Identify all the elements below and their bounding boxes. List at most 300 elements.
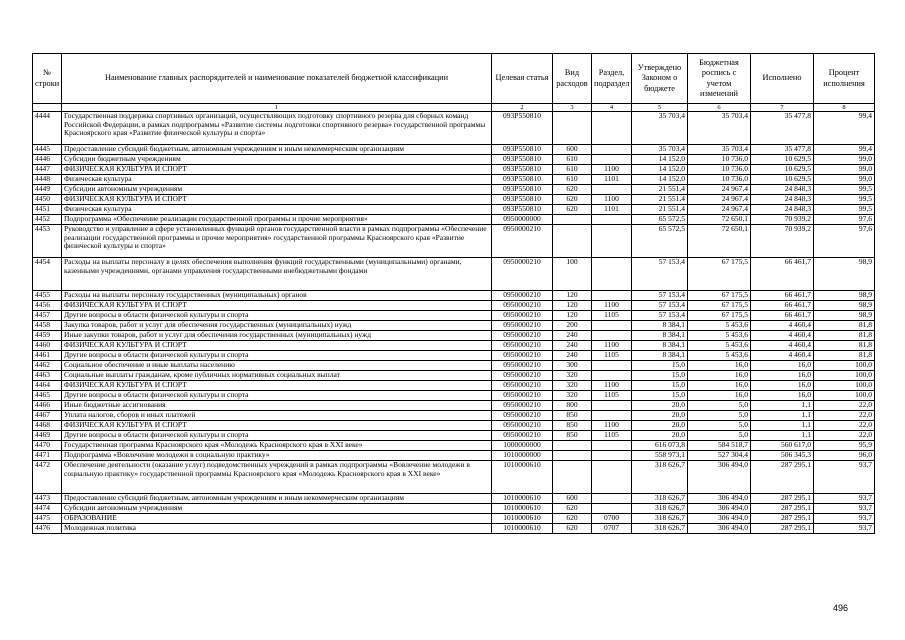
approved-amount: 318 626,7 bbox=[632, 514, 688, 524]
budget-list-amount: 24 967,4 bbox=[688, 195, 751, 205]
row-number: 4460 bbox=[33, 341, 62, 351]
section-code: 1100 bbox=[592, 341, 632, 351]
expense-type: 320 bbox=[553, 391, 592, 401]
approved-amount: 15,0 bbox=[632, 361, 688, 371]
table-row bbox=[33, 391, 875, 401]
section-code bbox=[592, 291, 632, 301]
row-number: 4475 bbox=[33, 514, 62, 524]
expense-type: 850 bbox=[553, 431, 592, 441]
executed-amount: 287 295,1 bbox=[751, 514, 814, 524]
section-code: 1100 bbox=[592, 195, 632, 205]
target-article: 1010000610 bbox=[492, 524, 553, 534]
row-number: 4461 bbox=[33, 351, 62, 361]
section-code bbox=[592, 461, 632, 494]
target-article: 0950000210 bbox=[492, 381, 553, 391]
row-number: 4462 bbox=[33, 361, 62, 371]
executed-amount: 35 477,8 bbox=[751, 145, 814, 155]
header-target-article: Целевая статья bbox=[492, 54, 553, 104]
execution-percent: 93,7 bbox=[814, 461, 875, 494]
execution-percent: 98,9 bbox=[814, 291, 875, 301]
row-number: 4465 bbox=[33, 391, 62, 401]
row-number: 4459 bbox=[33, 331, 62, 341]
row-name: Другие вопросы в области физической культуры и спорта bbox=[62, 391, 492, 401]
target-article: 0950000210 bbox=[492, 421, 553, 431]
row-name: ФИЗИЧЕСКАЯ КУЛЬТУРА И СПОРТ bbox=[62, 421, 492, 431]
section-code: 1100 bbox=[592, 381, 632, 391]
budget-list-amount: 35 703,4 bbox=[688, 145, 751, 155]
execution-percent: 22,0 bbox=[814, 401, 875, 411]
target-article: 1010000610 bbox=[492, 494, 553, 504]
expense-type bbox=[553, 441, 592, 451]
row-number: 4456 bbox=[33, 301, 62, 311]
table-row bbox=[33, 514, 875, 524]
row-name: Субсидии бюджетным учреждениям bbox=[62, 155, 492, 165]
row-name: Иные закупки товаров, работ и услуг для обеспечения государственных (муниципальных) нужд bbox=[62, 331, 492, 341]
budget-list-amount: 527 304,4 bbox=[688, 451, 751, 461]
row-number: 4471 bbox=[33, 451, 62, 461]
budget-list-amount: 5,0 bbox=[688, 421, 751, 431]
row-name: Субсидии автономным учреждениям bbox=[62, 185, 492, 195]
budget-list-amount: 306 494,0 bbox=[688, 504, 751, 514]
budget-list-amount: 72 650,1 bbox=[688, 215, 751, 225]
approved-amount: 57 153,4 bbox=[632, 258, 688, 291]
execution-percent: 100,0 bbox=[814, 381, 875, 391]
budget-list-amount: 5,0 bbox=[688, 411, 751, 421]
header-section: Раздел, подраздел bbox=[592, 54, 632, 104]
col-number: 6 bbox=[688, 104, 751, 112]
row-number: 4447 bbox=[33, 165, 62, 175]
expense-type: 800 bbox=[553, 401, 592, 411]
section-code: 1105 bbox=[592, 391, 632, 401]
budget-list-amount: 10 736,0 bbox=[688, 165, 751, 175]
approved-amount: 57 153,4 bbox=[632, 311, 688, 321]
row-number: 4469 bbox=[33, 431, 62, 441]
target-article: 1010000000 bbox=[492, 451, 553, 461]
budget-list-amount: 306 494,0 bbox=[688, 524, 751, 534]
executed-amount: 16,0 bbox=[751, 391, 814, 401]
approved-amount: 616 073,8 bbox=[632, 441, 688, 451]
budget-list-amount: 5,0 bbox=[688, 401, 751, 411]
approved-amount: 57 153,4 bbox=[632, 291, 688, 301]
section-code bbox=[592, 112, 632, 145]
expense-type: 600 bbox=[553, 145, 592, 155]
table-row bbox=[33, 494, 875, 504]
col-number: 8 bbox=[814, 104, 875, 112]
col-number bbox=[33, 104, 62, 112]
execution-percent: 99,0 bbox=[814, 155, 875, 165]
approved-amount: 14 152,0 bbox=[632, 175, 688, 185]
execution-percent: 81,8 bbox=[814, 321, 875, 331]
executed-amount: 16,0 bbox=[751, 361, 814, 371]
approved-amount: 20,0 bbox=[632, 411, 688, 421]
executed-amount: 66 461,7 bbox=[751, 258, 814, 291]
table-row bbox=[33, 421, 875, 431]
execution-percent: 22,0 bbox=[814, 431, 875, 441]
row-number: 4470 bbox=[33, 441, 62, 451]
section-code bbox=[592, 155, 632, 165]
target-article: 1010000610 bbox=[492, 514, 553, 524]
col-number: 1 bbox=[62, 104, 492, 112]
table-row bbox=[33, 351, 875, 361]
execution-percent: 93,7 bbox=[814, 524, 875, 534]
approved-amount: 15,0 bbox=[632, 371, 688, 381]
row-name: Подпрограмма «Обеспечение реализации государственной программы и прочие мероприятия» bbox=[62, 215, 492, 225]
header-approved: Утверждено Законом о бюджете bbox=[632, 54, 688, 104]
budget-table-sheet bbox=[32, 53, 874, 534]
budget-list-amount: 16,0 bbox=[688, 371, 751, 381]
execution-percent: 96,0 bbox=[814, 451, 875, 461]
row-number: 4468 bbox=[33, 421, 62, 431]
executed-amount: 16,0 bbox=[751, 371, 814, 381]
target-article: 0950000210 bbox=[492, 341, 553, 351]
section-code bbox=[592, 331, 632, 341]
approved-amount: 57 153,4 bbox=[632, 301, 688, 311]
row-name: ФИЗИЧЕСКАЯ КУЛЬТУРА И СПОРТ bbox=[62, 381, 492, 391]
row-number: 4474 bbox=[33, 504, 62, 514]
execution-percent: 81,8 bbox=[814, 351, 875, 361]
executed-amount: 70 939,2 bbox=[751, 225, 814, 258]
section-code bbox=[592, 451, 632, 461]
target-article: 093P550810 bbox=[492, 112, 553, 145]
budget-list-amount: 16,0 bbox=[688, 361, 751, 371]
section-code bbox=[592, 225, 632, 258]
execution-percent: 100,0 bbox=[814, 391, 875, 401]
row-number: 4451 bbox=[33, 205, 62, 215]
table-body bbox=[33, 112, 875, 534]
approved-amount: 15,0 bbox=[632, 391, 688, 401]
execution-percent: 93,7 bbox=[814, 504, 875, 514]
table-row bbox=[33, 225, 875, 258]
approved-amount: 35 703,4 bbox=[632, 112, 688, 145]
header-row bbox=[33, 54, 875, 104]
section-code bbox=[592, 494, 632, 504]
row-number: 4455 bbox=[33, 291, 62, 301]
target-article: 0950000210 bbox=[492, 401, 553, 411]
approved-amount: 65 572,5 bbox=[632, 215, 688, 225]
approved-amount: 21 551,4 bbox=[632, 205, 688, 215]
row-name: Государственная поддержка спортивных организаций, осуществляющих подготовку спортивного резерва для сборных команд Российской Федерации, в рамках подпрограммы «Развитие системы подготовки спортивного резерва» государственной программы Красноярского края «Развитие физической культуры и спорта» bbox=[62, 112, 492, 145]
section-code bbox=[592, 504, 632, 514]
expense-type: 240 bbox=[553, 341, 592, 351]
target-article: 1010000610 bbox=[492, 461, 553, 494]
section-code bbox=[592, 361, 632, 371]
target-article: 0950000210 bbox=[492, 225, 553, 258]
expense-type bbox=[553, 461, 592, 494]
section-code bbox=[592, 145, 632, 155]
expense-type: 240 bbox=[553, 351, 592, 361]
execution-percent: 81,8 bbox=[814, 331, 875, 341]
table-row bbox=[33, 205, 875, 215]
row-number: 4458 bbox=[33, 321, 62, 331]
row-name: Подпрограмма «Вовлечение молодежи в социальную практику» bbox=[62, 451, 492, 461]
row-name: Расходы на выплаты персоналу государственных (муниципальных) органов bbox=[62, 291, 492, 301]
row-name: Физическая культура bbox=[62, 175, 492, 185]
col-number: 5 bbox=[632, 104, 688, 112]
expense-type bbox=[553, 451, 592, 461]
execution-percent: 93,7 bbox=[814, 494, 875, 504]
executed-amount: 4 460,4 bbox=[751, 331, 814, 341]
header-budget-list: Бюджетная роспись с учетом изменений bbox=[688, 54, 751, 104]
table-row bbox=[33, 311, 875, 321]
row-number: 4446 bbox=[33, 155, 62, 165]
row-name: Субсидии автономным учреждениям bbox=[62, 504, 492, 514]
execution-percent: 99,4 bbox=[814, 112, 875, 145]
budget-list-amount: 10 736,0 bbox=[688, 175, 751, 185]
executed-amount: 1,1 bbox=[751, 421, 814, 431]
row-number: 4473 bbox=[33, 494, 62, 504]
expense-type: 620 bbox=[553, 185, 592, 195]
expense-type: 100 bbox=[553, 258, 592, 291]
row-name: ОБРАЗОВАНИЕ bbox=[62, 514, 492, 524]
execution-percent: 99,0 bbox=[814, 175, 875, 185]
table-row bbox=[33, 381, 875, 391]
row-name: Расходы на выплаты персоналу в целях обеспечения выполнения функций государственными (муниципальными) органами, казенными учреждениями, органами управления государственными внебюджетными фондами bbox=[62, 258, 492, 291]
executed-amount: 287 295,1 bbox=[751, 461, 814, 494]
row-number: 4444 bbox=[33, 112, 62, 145]
executed-amount: 287 295,1 bbox=[751, 494, 814, 504]
table-row bbox=[33, 215, 875, 225]
table-row bbox=[33, 321, 875, 331]
executed-amount: 24 848,3 bbox=[751, 185, 814, 195]
budget-list-amount: 5 453,6 bbox=[688, 331, 751, 341]
table-row bbox=[33, 301, 875, 311]
target-article: 0950000210 bbox=[492, 361, 553, 371]
row-name: ФИЗИЧЕСКАЯ КУЛЬТУРА И СПОРТ bbox=[62, 341, 492, 351]
execution-percent: 99,5 bbox=[814, 185, 875, 195]
row-number: 4452 bbox=[33, 215, 62, 225]
budget-table bbox=[32, 53, 875, 534]
header-percent: Процент исполнения bbox=[814, 54, 875, 104]
target-article: 093P550810 bbox=[492, 145, 553, 155]
approved-amount: 8 384,1 bbox=[632, 331, 688, 341]
approved-amount: 20,0 bbox=[632, 401, 688, 411]
budget-list-amount: 16,0 bbox=[688, 381, 751, 391]
row-name: Иные бюджетные ассигнования bbox=[62, 401, 492, 411]
executed-amount: 10 629,5 bbox=[751, 155, 814, 165]
target-article: 0950000210 bbox=[492, 371, 553, 381]
execution-percent: 98,9 bbox=[814, 301, 875, 311]
section-code bbox=[592, 371, 632, 381]
target-article: 0950000210 bbox=[492, 301, 553, 311]
target-article: 0950000000 bbox=[492, 215, 553, 225]
row-name: Руководство и управление в сфере установленных функций органов государственной власти в рамках подпрограммы «Обеспечение реализации государственной программы и прочие мероприятия» государственной программы Красноярского края «Развитие физической культуры и спорта» bbox=[62, 225, 492, 258]
execution-percent: 99,0 bbox=[814, 165, 875, 175]
approved-amount: 21 551,4 bbox=[632, 195, 688, 205]
expense-type: 850 bbox=[553, 411, 592, 421]
execution-percent: 93,7 bbox=[814, 514, 875, 524]
executed-amount: 4 460,4 bbox=[751, 351, 814, 361]
table-row bbox=[33, 461, 875, 494]
row-name: ФИЗИЧЕСКАЯ КУЛЬТУРА И СПОРТ bbox=[62, 165, 492, 175]
table-row bbox=[33, 411, 875, 421]
row-number: 4454 bbox=[33, 258, 62, 291]
row-name: Физическая культура bbox=[62, 205, 492, 215]
execution-percent: 81,8 bbox=[814, 341, 875, 351]
expense-type bbox=[553, 225, 592, 258]
budget-list-amount: 67 175,5 bbox=[688, 301, 751, 311]
table-row bbox=[33, 175, 875, 185]
budget-list-amount: 35 703,4 bbox=[688, 112, 751, 145]
section-code: 1100 bbox=[592, 421, 632, 431]
expense-type: 200 bbox=[553, 321, 592, 331]
executed-amount: 1,1 bbox=[751, 431, 814, 441]
target-article: 1010000610 bbox=[492, 504, 553, 514]
approved-amount: 8 384,1 bbox=[632, 321, 688, 331]
execution-percent: 97,6 bbox=[814, 225, 875, 258]
budget-list-amount: 67 175,5 bbox=[688, 291, 751, 301]
executed-amount: 287 295,1 bbox=[751, 504, 814, 514]
target-article: 0950000210 bbox=[492, 351, 553, 361]
table-row bbox=[33, 112, 875, 145]
executed-amount: 66 461,7 bbox=[751, 311, 814, 321]
target-article: 093P550810 bbox=[492, 195, 553, 205]
row-name: Другие вопросы в области физической культуры и спорта bbox=[62, 431, 492, 441]
executed-amount: 35 477,8 bbox=[751, 112, 814, 145]
section-code bbox=[592, 401, 632, 411]
table-row bbox=[33, 258, 875, 291]
section-code: 1105 bbox=[592, 311, 632, 321]
table-row bbox=[33, 331, 875, 341]
row-name: Предоставление субсидий бюджетным, автономным учреждениям и иным некоммерческим организациям bbox=[62, 494, 492, 504]
section-code bbox=[592, 185, 632, 195]
expense-type: 620 bbox=[553, 514, 592, 524]
executed-amount: 506 345,3 bbox=[751, 451, 814, 461]
expense-type: 610 bbox=[553, 155, 592, 165]
executed-amount: 66 461,7 bbox=[751, 301, 814, 311]
expense-type: 620 bbox=[553, 524, 592, 534]
budget-list-amount: 584 518,7 bbox=[688, 441, 751, 451]
expense-type: 120 bbox=[553, 311, 592, 321]
section-code: 0707 bbox=[592, 524, 632, 534]
row-number: 4449 bbox=[33, 185, 62, 195]
expense-type: 120 bbox=[553, 301, 592, 311]
approved-amount: 8 384,1 bbox=[632, 341, 688, 351]
row-number: 4450 bbox=[33, 195, 62, 205]
section-code: 1100 bbox=[592, 165, 632, 175]
expense-type: 610 bbox=[553, 175, 592, 185]
table-row bbox=[33, 371, 875, 381]
execution-percent: 97,6 bbox=[814, 215, 875, 225]
expense-type: 120 bbox=[553, 291, 592, 301]
execution-percent: 95,9 bbox=[814, 441, 875, 451]
col-number: 4 bbox=[592, 104, 632, 112]
row-name: ФИЗИЧЕСКАЯ КУЛЬТУРА И СПОРТ bbox=[62, 301, 492, 311]
expense-type: 620 bbox=[553, 504, 592, 514]
row-name: Уплата налогов, сборов и иных платежей bbox=[62, 411, 492, 421]
approved-amount: 558 973,1 bbox=[632, 451, 688, 461]
table-row bbox=[33, 401, 875, 411]
budget-list-amount: 306 494,0 bbox=[688, 494, 751, 504]
section-code: 0700 bbox=[592, 514, 632, 524]
table-row bbox=[33, 451, 875, 461]
target-article: 0950000210 bbox=[492, 291, 553, 301]
target-article: 0950000210 bbox=[492, 331, 553, 341]
header-row-no: № строки bbox=[33, 54, 62, 104]
target-article: 0950000210 bbox=[492, 391, 553, 401]
section-code: 1105 bbox=[592, 351, 632, 361]
table-row bbox=[33, 195, 875, 205]
table-row bbox=[33, 441, 875, 451]
execution-percent: 98,9 bbox=[814, 258, 875, 291]
table-row bbox=[33, 431, 875, 441]
expense-type: 610 bbox=[553, 165, 592, 175]
budget-list-amount: 5 453,6 bbox=[688, 351, 751, 361]
execution-percent: 99,5 bbox=[814, 205, 875, 215]
executed-amount: 560 617,0 bbox=[751, 441, 814, 451]
executed-amount: 10 629,5 bbox=[751, 175, 814, 185]
col-number: 2 bbox=[492, 104, 553, 112]
section-code bbox=[592, 441, 632, 451]
section-code: 1100 bbox=[592, 301, 632, 311]
expense-type: 600 bbox=[553, 494, 592, 504]
row-name: Государственная программа Красноярского края «Молодежь Красноярского края в XXI веке» bbox=[62, 441, 492, 451]
execution-percent: 100,0 bbox=[814, 361, 875, 371]
budget-list-amount: 5 453,6 bbox=[688, 341, 751, 351]
budget-list-amount: 24 967,4 bbox=[688, 185, 751, 195]
expense-type: 620 bbox=[553, 205, 592, 215]
budget-list-amount: 67 175,5 bbox=[688, 311, 751, 321]
section-code bbox=[592, 411, 632, 421]
row-name: Социальные выплаты гражданам, кроме публичных нормативных социальных выплат bbox=[62, 371, 492, 381]
expense-type: 240 bbox=[553, 331, 592, 341]
budget-list-amount: 5 453,6 bbox=[688, 321, 751, 331]
approved-amount: 14 152,0 bbox=[632, 165, 688, 175]
executed-amount: 4 460,4 bbox=[751, 321, 814, 331]
row-name: Обеспечение деятельности (оказание услуг) подведомственных учреждений в рамках подпрограммы «Вовлечение молодежи в социальную практику» государственной программы Красноярского края «Молодежь Красноярского края в XXI веке» bbox=[62, 461, 492, 494]
approved-amount: 15,0 bbox=[632, 381, 688, 391]
row-number: 4464 bbox=[33, 381, 62, 391]
row-name: Закупка товаров, работ и услуг для обеспечения государственных (муниципальных) нужд bbox=[62, 321, 492, 331]
expense-type: 850 bbox=[553, 421, 592, 431]
executed-amount: 4 460,4 bbox=[751, 341, 814, 351]
section-code: 1101 bbox=[592, 175, 632, 185]
approved-amount: 318 626,7 bbox=[632, 461, 688, 494]
executed-amount: 287 295,1 bbox=[751, 524, 814, 534]
table-row bbox=[33, 524, 875, 534]
row-number: 4476 bbox=[33, 524, 62, 534]
expense-type: 300 bbox=[553, 361, 592, 371]
target-article: 0950000210 bbox=[492, 258, 553, 291]
row-number: 4453 bbox=[33, 225, 62, 258]
row-name: Социальное обеспечение и иные выплаты населению bbox=[62, 361, 492, 371]
approved-amount: 318 626,7 bbox=[632, 504, 688, 514]
budget-list-amount: 306 494,0 bbox=[688, 461, 751, 494]
header-name: Наименование главных распорядителей и наименование показателей бюджетной классификации bbox=[62, 54, 492, 104]
row-number: 4445 bbox=[33, 145, 62, 155]
expense-type: 320 bbox=[553, 371, 592, 381]
budget-list-amount: 72 650,1 bbox=[688, 225, 751, 258]
executed-amount: 66 461,7 bbox=[751, 291, 814, 301]
approved-amount: 14 152,0 bbox=[632, 155, 688, 165]
execution-percent: 99,5 bbox=[814, 195, 875, 205]
expense-type: 320 bbox=[553, 381, 592, 391]
executed-amount: 16,0 bbox=[751, 381, 814, 391]
header-executed: Исполнено bbox=[751, 54, 814, 104]
execution-percent: 100,0 bbox=[814, 371, 875, 381]
col-number: 7 bbox=[751, 104, 814, 112]
target-article: 093P550810 bbox=[492, 175, 553, 185]
table-row bbox=[33, 145, 875, 155]
expense-type bbox=[553, 112, 592, 145]
target-article: 093P550810 bbox=[492, 165, 553, 175]
execution-percent: 99,4 bbox=[814, 145, 875, 155]
target-article: 093P550810 bbox=[492, 205, 553, 215]
row-number: 4463 bbox=[33, 371, 62, 381]
approved-amount: 20,0 bbox=[632, 421, 688, 431]
budget-list-amount: 306 494,0 bbox=[688, 514, 751, 524]
expense-type bbox=[553, 215, 592, 225]
table-row bbox=[33, 291, 875, 301]
